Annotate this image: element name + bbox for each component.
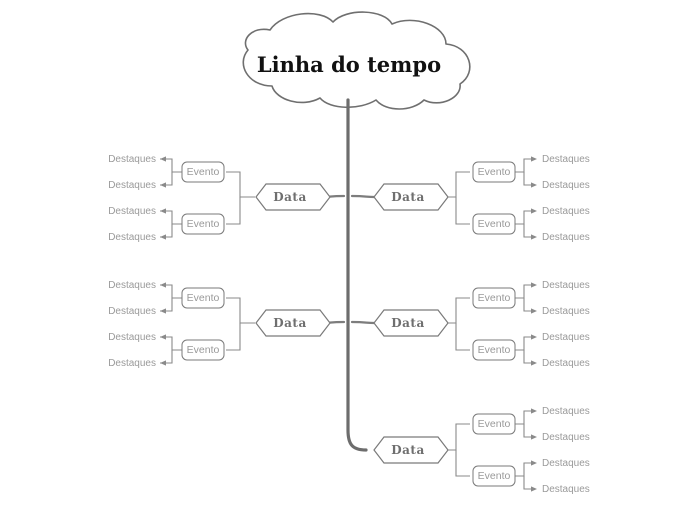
left1-arrowheads [160,156,166,239]
date-node-right-3[interactable]: Data [391,443,425,457]
right2-event-to-leaves [514,285,536,363]
leaf-node-right-3-2-2[interactable]: Destaques [542,483,590,495]
event-node-right-3-2[interactable]: Evento [477,470,511,482]
trunk [348,100,366,450]
right2-arrowheads [531,282,537,365]
leaf-node-right-1-2-2[interactable]: Destaques [542,231,590,243]
leaf-node-right-1-2-1[interactable]: Destaques [542,205,590,217]
event-node-left-2-2[interactable]: Evento [186,344,220,356]
event-node-right-3-1[interactable]: Evento [477,418,511,430]
leaf-node-left-2-1-2[interactable]: Destaques [108,305,156,317]
right3-event-to-leaves [514,411,536,489]
event-node-left-1-2[interactable]: Evento [186,218,220,230]
leaf-node-left-1-2-1[interactable]: Destaques [108,205,156,217]
event-node-right-1-1[interactable]: Evento [477,166,511,178]
leaf-node-left-2-1-1[interactable]: Destaques [108,279,156,291]
event-node-left-2-1[interactable]: Evento [186,292,220,304]
left2-event-to-leaves [160,285,182,363]
date-node-left-2[interactable]: Data [273,316,307,330]
date-node-left-1[interactable]: Data [273,190,307,204]
left2-date-to-events [226,298,255,350]
right1-event-to-leaves [514,159,536,237]
left2-arrowheads [160,282,166,365]
leaf-node-right-2-1-1[interactable]: Destaques [542,279,590,291]
leaf-node-left-1-1-1[interactable]: Destaques [108,153,156,165]
right1-arrowheads [531,156,537,239]
event-node-right-2-2[interactable]: Evento [477,344,511,356]
date-node-right-2[interactable]: Data [391,316,425,330]
left1-date-to-events [226,172,255,224]
right3-arrowheads [531,408,537,491]
event-node-right-1-2[interactable]: Evento [477,218,511,230]
leaf-node-right-1-1-2[interactable]: Destaques [542,179,590,191]
event-node-right-2-1[interactable]: Evento [477,292,511,304]
leaf-node-right-3-1-1[interactable]: Destaques [542,405,590,417]
leaf-node-left-1-1-2[interactable]: Destaques [108,179,156,191]
left1-event-to-leaves [160,159,182,237]
leaf-node-right-1-1-1[interactable]: Destaques [542,153,590,165]
leaf-node-right-3-1-2[interactable]: Destaques [542,431,590,443]
leaf-node-right-3-2-1[interactable]: Destaques [542,457,590,469]
leaf-node-left-1-2-2[interactable]: Destaques [108,231,156,243]
event-node-left-1-1[interactable]: Evento [186,166,220,178]
central-topic-title[interactable]: Linha do tempo [256,51,442,77]
date-node-right-1[interactable]: Data [391,190,425,204]
leaf-node-right-2-2-1[interactable]: Destaques [542,331,590,343]
leaf-node-left-2-2-2[interactable]: Destaques [108,357,156,369]
leaf-node-right-2-1-2[interactable]: Destaques [542,305,590,317]
leaf-node-right-2-2-2[interactable]: Destaques [542,357,590,369]
leaf-node-left-2-2-1[interactable]: Destaques [108,331,156,343]
